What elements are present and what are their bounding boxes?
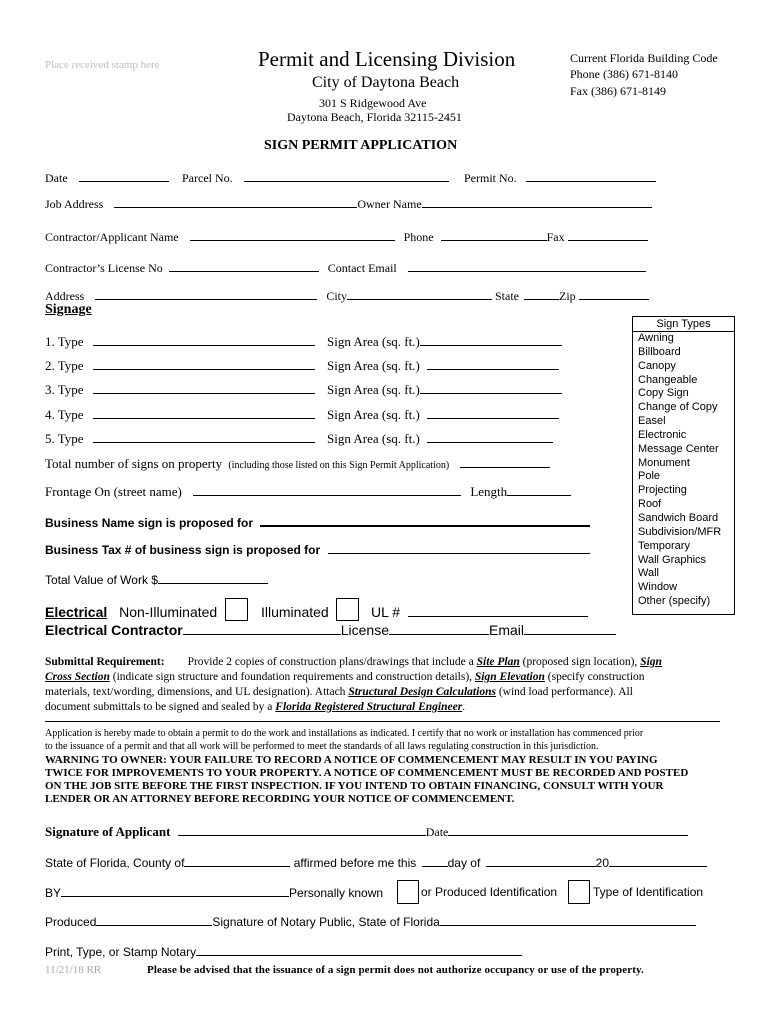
office-phone: Phone (386) 671-8140	[570, 67, 678, 81]
by-label: BY	[45, 886, 62, 900]
city-label: City	[326, 289, 347, 303]
sign-type-item: Message Center	[638, 442, 719, 455]
illuminated-checkbox[interactable]	[336, 598, 359, 621]
license-no-label: Contractor’s License No	[45, 261, 163, 275]
business-name-label: Business Name sign is proposed for	[45, 516, 254, 530]
city-field[interactable]	[347, 288, 492, 300]
site-plan-term: Site Plan	[476, 656, 520, 668]
notary-signature-field[interactable]	[440, 914, 696, 926]
type-2-label: 2. Type	[45, 358, 84, 373]
day-of-label: day of	[447, 856, 481, 870]
applicant-signature-field[interactable]	[178, 824, 426, 836]
applicant-signature-label: Signature of Applicant	[45, 824, 171, 839]
phone-label: Phone	[403, 230, 434, 244]
sign-area-4-label: Sign Area (sq. ft.)	[327, 407, 420, 422]
fax-field[interactable]	[568, 229, 648, 241]
sign-area-3-label: Sign Area (sq. ft.)	[327, 382, 420, 397]
length-field[interactable]	[507, 484, 571, 496]
address-label: Address	[45, 289, 85, 303]
total-signs-note: (including those listed on this Sign Permit Application)	[228, 460, 450, 471]
sign-type-item: Monument	[638, 456, 690, 469]
type-2-field[interactable]	[93, 358, 315, 370]
applicant-date-label: Date	[425, 825, 449, 839]
sign-term: Sign	[640, 656, 662, 668]
zip-field[interactable]	[579, 288, 649, 300]
total-value-field[interactable]	[158, 572, 268, 584]
sign-elevation-term: Sign Elevation	[474, 671, 545, 683]
personally-known-checkbox[interactable]	[397, 880, 419, 904]
business-tax-label: Business Tax # of business sign is proposed for	[45, 543, 321, 557]
address-line-2: Daytona Beach, Florida 32115-2451	[287, 110, 462, 124]
revision-code: 11/21/18 RR	[45, 964, 102, 976]
sign-type-item: Copy Sign	[638, 387, 689, 400]
submittal-text: .	[462, 701, 466, 713]
state-field[interactable]	[524, 288, 559, 300]
date-field[interactable]	[79, 170, 169, 182]
owner-name-field[interactable]	[422, 196, 652, 208]
year-field[interactable]	[609, 855, 707, 867]
year-label: 20	[595, 856, 610, 870]
license-no-field[interactable]	[169, 260, 319, 272]
business-tax-field[interactable]	[328, 542, 590, 554]
submittal-text: Provide 2 copies of construction plans/drawings that include a	[187, 656, 474, 668]
division-title: Permit and Licensing Division	[258, 47, 516, 71]
sign-type-item: Other (specify)	[638, 595, 711, 608]
frontage-field[interactable]	[193, 484, 461, 496]
submittal-text: materials, text/wording, dimensions, and UL designation). Attach	[45, 686, 346, 698]
fax-label: Fax	[546, 230, 565, 244]
type-3-field[interactable]	[93, 382, 315, 394]
sign-area-5-label: Sign Area (sq. ft.)	[327, 431, 420, 446]
print-notary-field[interactable]	[196, 944, 522, 956]
submittal-text: (indicate sign structure and foundation requirements and construction details),	[112, 671, 473, 683]
engineer-term: Florida Registered Structural Engineer	[275, 701, 463, 713]
warning-line-1: WARNING TO OWNER: YOUR FAILURE TO RECORD A NOTICE OF COMMENCEMENT MAY RESULT IN YOU PAYING	[45, 754, 658, 766]
non-illuminated-checkbox[interactable]	[225, 598, 248, 621]
state-county-label: State of Florida, County of	[45, 856, 185, 870]
sign-type-item: Wall Graphics	[638, 553, 707, 566]
ul-field[interactable]	[408, 605, 588, 617]
electrical-license-label: License	[340, 622, 389, 638]
produced-id-label: or Produced Identification	[421, 885, 558, 899]
type-3-label: 3. Type	[45, 382, 84, 397]
parcel-label: Parcel No.	[182, 171, 233, 185]
sign-type-item: Temporary	[638, 539, 690, 552]
permit-label: Permit No.	[464, 171, 517, 185]
day-field[interactable]	[422, 855, 448, 867]
parcel-field[interactable]	[244, 170, 449, 182]
sign-type-item: Sandwich Board	[638, 511, 719, 524]
divider	[45, 721, 720, 722]
produced-label: Produced	[45, 915, 97, 929]
structural-term: Structural Design Calculations	[348, 686, 496, 698]
state-label: State	[495, 289, 519, 303]
submittal-text: (wind load performance). All	[498, 686, 633, 698]
type-1-label: 1. Type	[45, 334, 84, 349]
length-label: Length	[470, 484, 508, 499]
stamp-placeholder: Place received stamp here	[45, 59, 160, 71]
submittal-paragraph	[45, 655, 735, 715]
total-signs-label: Total number of signs on property	[45, 456, 223, 471]
form-title: SIGN PERMIT APPLICATION	[264, 138, 458, 153]
warning-line-3: ON THE JOB SITE BEFORE THE FIRST INSPECTION. IF YOU INTEND TO OBTAIN FINANCING, CONSULT WITH YOUR	[45, 780, 664, 792]
permit-field[interactable]	[526, 170, 656, 182]
phone-field[interactable]	[441, 229, 547, 241]
sign-area-5-field[interactable]	[427, 431, 553, 443]
type-5-label: 5. Type	[45, 431, 84, 446]
total-value-label: Total Value of Work $	[45, 573, 158, 587]
signage-heading: Signage	[45, 302, 92, 317]
frontage-label: Frontage On (street name)	[45, 484, 182, 499]
warning-line-4: LENDER OR AN ATTORNEY BEFORE RECORDING YOUR NOTICE OF COMMENCEMENT.	[45, 793, 515, 805]
type-5-field[interactable]	[93, 431, 315, 443]
sign-types-list	[632, 316, 735, 615]
sign-type-item: Easel	[638, 415, 666, 428]
by-field[interactable]	[61, 885, 289, 897]
electrical-contractor-label: Electrical Contractor	[45, 622, 183, 638]
warning-line-2: TWICE FOR IMPROVEMENTS TO YOUR PROPERTY. A NOTICE OF COMMENCEMENT MUST BE RECORDED AND POSTED	[45, 767, 689, 779]
city-name: City of Daytona Beach	[312, 74, 460, 91]
sign-type-item: Canopy	[638, 359, 676, 372]
sign-type-item: Wall	[638, 567, 659, 580]
business-name-field[interactable]	[260, 514, 590, 527]
type-id-label: Type of Identification	[593, 885, 704, 899]
month-field[interactable]	[486, 855, 596, 867]
submittal-text: (specify construction	[547, 671, 645, 683]
contact-email-label: Contact Email	[327, 261, 397, 275]
total-signs-field[interactable]	[460, 456, 550, 468]
sign-type-item: Projecting	[638, 484, 687, 497]
illuminated-label: Illuminated	[261, 604, 329, 620]
produced-id-checkbox[interactable]	[568, 880, 590, 904]
cross-section-term: Cross Section	[45, 671, 110, 683]
notary-signature-label: Signature of Notary Public, State of Florida	[212, 915, 440, 929]
applicant-date-field[interactable]	[448, 824, 688, 836]
type-1-field[interactable]	[93, 334, 315, 346]
contractor-name-field[interactable]	[190, 229, 395, 241]
sign-type-item: Changeable	[638, 373, 698, 386]
electrical-contractor-field[interactable]	[183, 623, 341, 635]
submittal-label: Submittal Requirement:	[45, 656, 165, 668]
sign-area-1-label: Sign Area (sq. ft.)	[327, 334, 420, 349]
personally-known-label: Personally known	[289, 886, 384, 900]
sign-type-item: Window	[638, 581, 678, 594]
county-field[interactable]	[184, 855, 290, 867]
print-notary-label: Print, Type, or Stamp Notary	[45, 945, 197, 959]
sign-area-1-field[interactable]	[420, 334, 562, 346]
contractor-name-label: Contractor/Applicant Name	[45, 230, 179, 244]
submittal-text: (proposed sign location),	[522, 656, 638, 668]
type-4-field[interactable]	[93, 407, 315, 419]
certification-line-2: to the issuance of a permit and that all work will be performed to meet the standards of all laws regulating construction in this jurisdiction.	[45, 741, 599, 752]
sign-type-item: Billboard	[638, 345, 681, 358]
sign-area-4-field[interactable]	[427, 407, 559, 419]
electrical-email-field[interactable]	[524, 623, 616, 635]
sign-type-item: Roof	[638, 498, 662, 511]
sign-area-3-field[interactable]	[420, 382, 562, 394]
zip-label: Zip	[559, 289, 576, 303]
building-code: Current Florida Building Code	[570, 51, 718, 65]
submittal-text: document submittals to be signed and sealed by a	[45, 701, 273, 713]
contact-email-field[interactable]	[408, 260, 646, 272]
electrical-license-field[interactable]	[389, 623, 489, 635]
address-field[interactable]	[95, 288, 317, 300]
job-address-field[interactable]	[114, 196, 357, 208]
sign-type-item: Pole	[638, 470, 661, 483]
certification-line-1: Application is hereby made to obtain a permit to do the work and installations as indicated. I certify that no work or installation has commenced prior	[45, 728, 644, 739]
sign-area-2-field[interactable]	[427, 358, 559, 370]
address-line-1: 301 S Ridgewood Ave	[319, 96, 427, 110]
non-illuminated-label: Non-Illuminated	[119, 604, 218, 620]
ul-label: UL #	[371, 604, 401, 620]
affirmed-label: affirmed before me this	[293, 856, 417, 870]
office-fax: Fax (386) 671-8149	[570, 84, 666, 98]
owner-name-label: Owner Name	[357, 197, 422, 211]
electrical-email-label: Email	[488, 622, 524, 638]
sign-types-heading: Sign Types	[633, 317, 734, 332]
electrical-label: Electrical	[45, 604, 108, 620]
sign-type-item: Awning	[638, 332, 674, 344]
footer-notice: Please be advised that the issuance of a sign permit does not authorize occupancy or use of the property.	[147, 964, 644, 976]
sign-area-2-label: Sign Area (sq. ft.)	[327, 358, 420, 373]
sign-type-item: Change of Copy	[638, 401, 718, 414]
sign-type-item: Electronic	[638, 428, 687, 441]
date-label: Date	[45, 171, 68, 185]
sign-type-item: Subdivision/MFR	[638, 525, 722, 538]
produced-field[interactable]	[96, 914, 212, 926]
type-4-label: 4. Type	[45, 407, 84, 422]
job-address-label: Job Address	[45, 197, 104, 211]
